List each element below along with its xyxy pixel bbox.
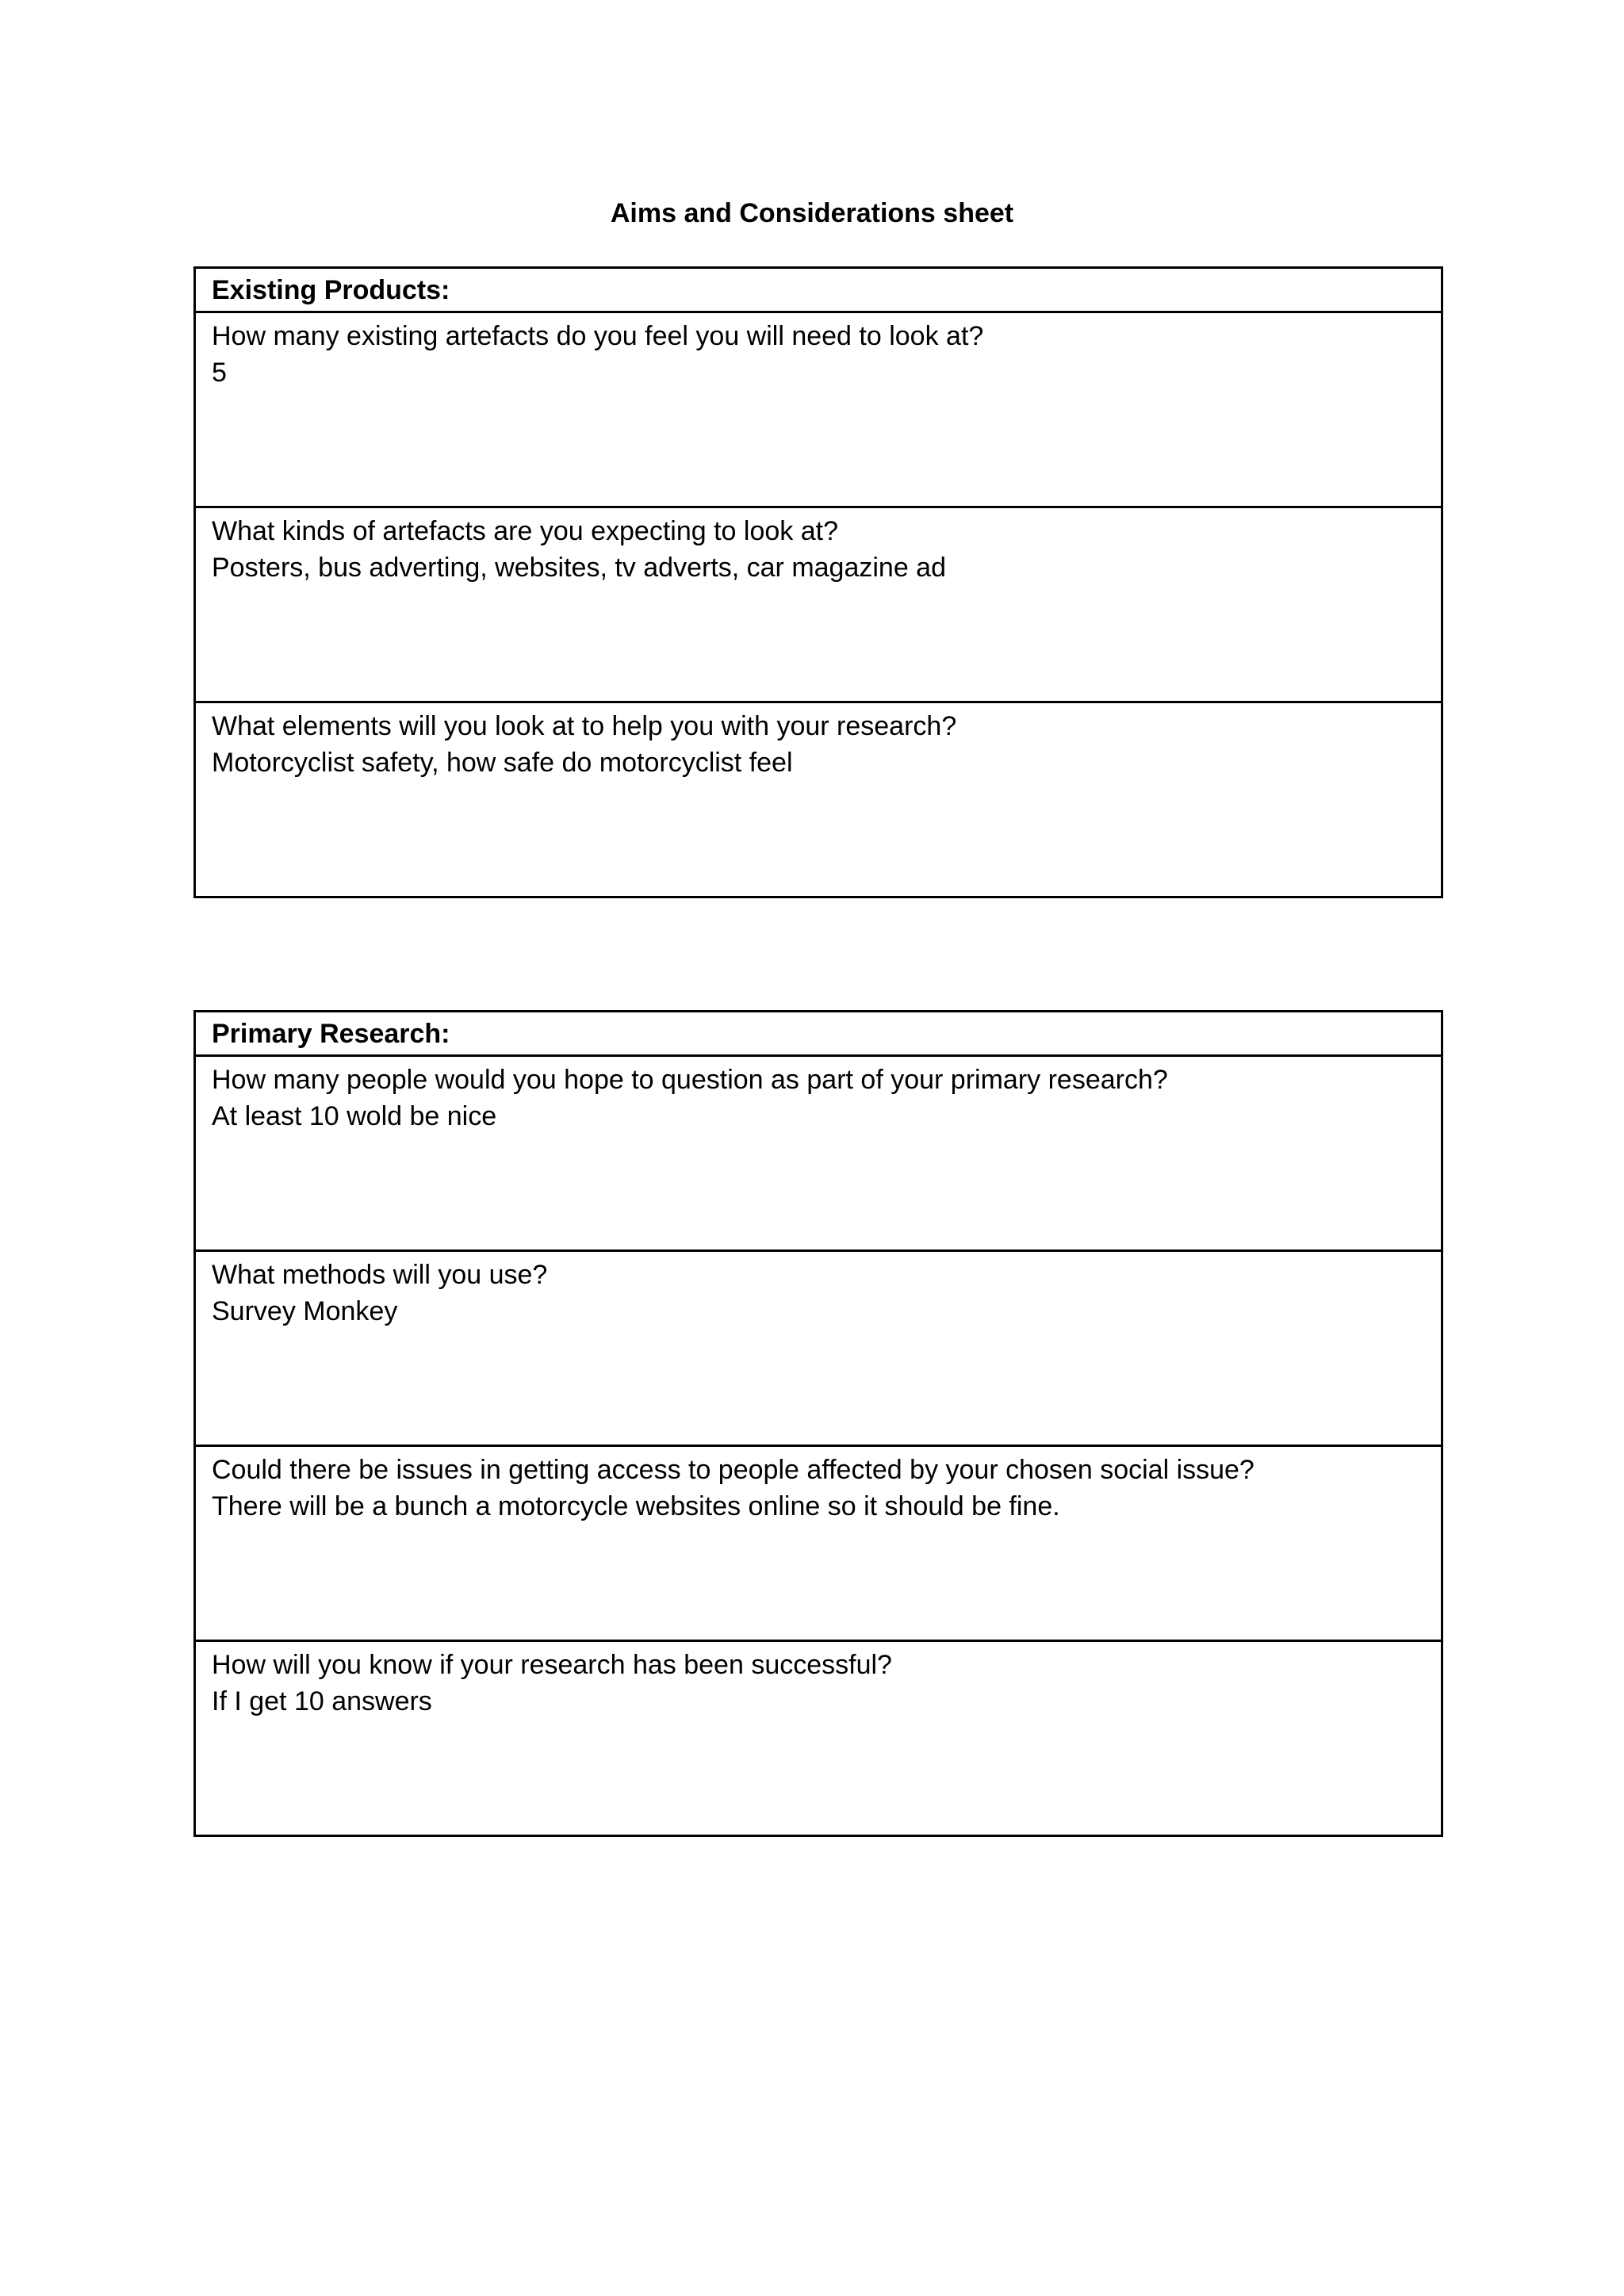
question-text: How many existing artefacts do you feel you will need to look at?: [212, 321, 984, 351]
question-text: How many people would you hope to question as part of your primary research?: [212, 1065, 1168, 1095]
existing-products-table: [193, 266, 1443, 898]
table-row: [196, 703, 1441, 896]
answer-text: There will be a bunch a motorcycle websites online so it should be fine.: [212, 1491, 1060, 1521]
section-header-primary-research: Primary Research:: [196, 1012, 1441, 1057]
question-text: Could there be issues in getting access to people affected by your chosen social issue?: [212, 1455, 1254, 1485]
table-row: [196, 1252, 1441, 1447]
question-text: How will you know if your research has been successful?: [212, 1650, 892, 1680]
answer-text: Posters, bus adverting, websites, tv adverts, car magazine ad: [212, 553, 947, 583]
table-row: [196, 508, 1441, 703]
question-text: What kinds of artefacts are you expecting to look at?: [212, 516, 838, 546]
table-row: [196, 1447, 1441, 1642]
page-title: Aims and Considerations sheet: [610, 198, 1014, 228]
answer-text: At least 10 wold be nice: [212, 1101, 497, 1131]
answer-text: Motorcyclist safety, how safe do motorcyclist feel: [212, 748, 793, 778]
answer-text: If I get 10 answers: [212, 1686, 432, 1716]
section-header-existing-products: Existing Products:: [196, 269, 1441, 313]
answer-text: 5: [212, 358, 227, 388]
table-row: [196, 1057, 1441, 1252]
question-text: What elements will you look at to help you with your research?: [212, 711, 957, 741]
primary-research-table: [193, 1010, 1443, 1837]
table-row: [196, 1642, 1441, 1835]
question-text: What methods will you use?: [212, 1260, 548, 1290]
table-row: [196, 313, 1441, 508]
answer-text: Survey Monkey: [212, 1296, 398, 1326]
